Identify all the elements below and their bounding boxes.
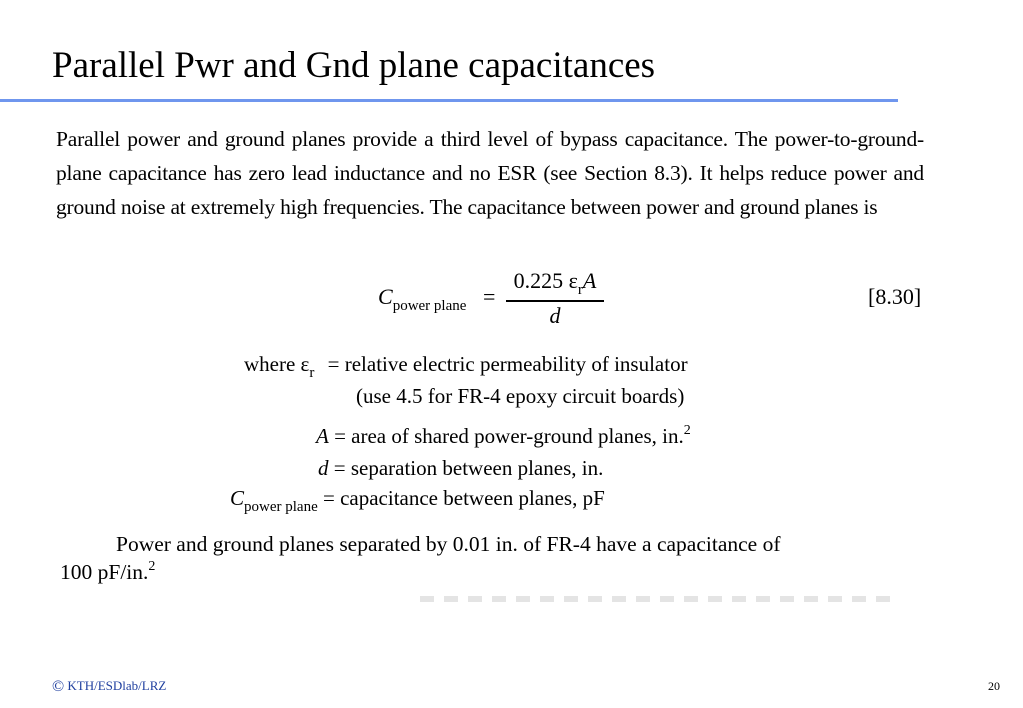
capacitance-subscript: power plane <box>244 499 318 515</box>
cropped-text-remnant <box>420 596 890 602</box>
closing-value: 100 pF/in. <box>60 560 149 584</box>
closing-paragraph <box>60 530 930 590</box>
closing-line-2 <box>60 558 930 590</box>
equation-number: [8.30] <box>868 284 922 309</box>
area-superscript: 2 <box>683 423 691 438</box>
title-divider <box>0 99 898 102</box>
capacitance-term: C <box>230 486 245 510</box>
where-label: where ε <box>244 352 310 376</box>
body-paragraph: Parallel power and ground planes provide a third level of bypass capacitance. The power-to-ground-plane capacitance has zero lead inductance and no ESR (see Section 8.3). It helps reduce power and ground noise at extremely high frequencies. The capacitance between power and ground planes is <box>56 127 924 219</box>
numerator-subscript: r <box>577 282 583 298</box>
copyright-icon: © <box>52 678 65 695</box>
capacitance-description: = capacitance between planes, pF <box>322 486 605 510</box>
equation-equals: = <box>483 284 496 309</box>
equation-denominator: d <box>549 303 561 328</box>
closing-superscript: 2 <box>148 559 156 574</box>
numerator-tail: A <box>582 268 597 293</box>
where-line <box>244 352 688 379</box>
footer-credit-text: KTH/ESDlab/LRZ <box>67 678 167 693</box>
separation-term: d <box>318 456 329 480</box>
separation-description: = separation between planes, in. <box>333 456 604 480</box>
equation-lhs-symbol: C <box>378 284 393 309</box>
area-description: = area of shared power-ground planes, in. <box>334 424 684 448</box>
fraction-bar <box>506 300 604 302</box>
slide-title: Parallel Pwr and Gnd plane capacitances <box>52 45 656 86</box>
closing-line-1: Power and ground planes separated by 0.01 in. of FR-4 have a capacitance of <box>116 532 781 556</box>
area-definition <box>316 424 691 452</box>
page-number: 20 <box>988 679 1000 693</box>
footer-credit <box>52 677 166 695</box>
separation-definition <box>318 456 603 480</box>
eps-description: = relative electric permeability of insulator <box>327 352 688 376</box>
eps-note: (use 4.5 for FR-4 epoxy circuit boards) <box>356 384 685 408</box>
where-subscript: r <box>309 365 315 381</box>
equation-lhs-subscript: power plane <box>392 298 467 314</box>
equation-fraction <box>506 266 604 329</box>
area-term: A <box>316 424 329 448</box>
numerator-text: 0.225 ε <box>513 268 578 293</box>
capacitance-definition <box>230 486 605 513</box>
equation-lhs <box>378 284 467 314</box>
equation-numerator <box>506 266 604 299</box>
